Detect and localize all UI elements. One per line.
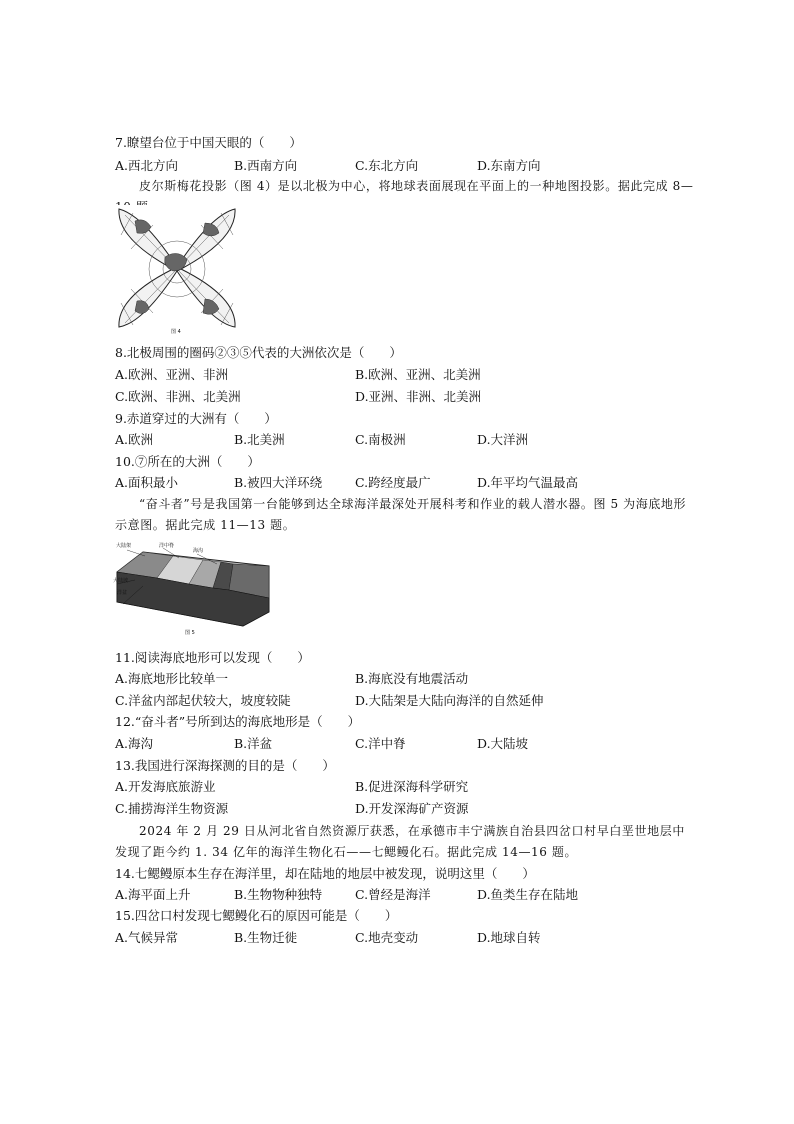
option-a: A.海底地形比较单一 <box>115 671 229 686</box>
option-b: B.西南方向 <box>234 158 298 173</box>
option-c: C.洋盆内部起伏较大，坡度较陡 <box>115 693 291 708</box>
option-a: A.欧洲 <box>115 432 154 447</box>
question-9-options <box>115 432 715 448</box>
question-8-stem: 8.北极周围的圈码②③⑤代表的大洲依次是（ ） <box>115 345 402 360</box>
option-d: D.亚洲、非洲、北美洲 <box>355 389 482 404</box>
option-d: D.东南方向 <box>477 158 541 173</box>
question-13-options-row1 <box>115 779 715 795</box>
question-14-options <box>115 887 715 903</box>
question-10-options <box>115 475 715 491</box>
option-d: D.年平均气温最高 <box>477 475 579 490</box>
question-7-stem: 7.瞭望台位于中国天眼的（ ） <box>115 135 302 150</box>
option-c: C.东北方向 <box>355 158 419 173</box>
option-d: D.开发深海矿产资源 <box>355 801 469 816</box>
question-9-stem: 9.赤道穿过的大洲有（ ） <box>115 411 277 426</box>
option-b: B.洋盆 <box>234 736 273 751</box>
option-c: C.捕捞海洋生物资源 <box>115 801 229 816</box>
option-d: D.地球自转 <box>477 930 541 945</box>
option-b: B.欧洲、亚洲、北美洲 <box>355 367 481 382</box>
option-c: C.地壳变动 <box>355 930 419 945</box>
option-a: A.西北方向 <box>115 158 179 173</box>
option-a: A.气候异常 <box>115 930 179 945</box>
question-15-stem: 15.四岔口村发现七鳃鳗化石的原因可能是（ ） <box>115 908 398 923</box>
question-14-stem: 14.七鳃鳗原本生存在海洋里，却在陆地的地层中被发现，说明这里（ ） <box>115 866 535 881</box>
option-d: D.大洋洲 <box>477 432 529 447</box>
question-12-stem: 12.“奋斗者”号所到达的海底地形是（ ） <box>115 714 361 729</box>
figure-5-label-ridge: 洋中脊 <box>159 543 175 549</box>
option-c: C.洋中脊 <box>355 736 406 751</box>
option-c: C.欧洲、非洲、北美洲 <box>115 389 241 404</box>
option-b: B.北美洲 <box>234 432 285 447</box>
question-11-options-row2 <box>115 693 715 709</box>
figure-5-label-trench: 海沟 <box>193 548 204 554</box>
option-b: B.生物迁徙 <box>234 930 298 945</box>
question-11-options-row1 <box>115 671 715 687</box>
option-b: B.促进深海科学研究 <box>355 779 469 794</box>
option-a: A.海沟 <box>115 736 154 751</box>
intro-14-16: 2024 年 2 月 29 日从河北省自然资源厅获悉，在承德市丰宁满族自治县四岔口村早白垩世地层中发现了距今约 1. 34 亿年的海洋生物化石——七鳃鳗化石。据此完成 14—16 题。 <box>115 824 685 859</box>
intro-11-13: “奋斗者”号是我国第一台能够到达全球海洋最深处开展科考和作业的载人潜水器。图 5 为海底地形示意图。据此完成 11—13 题。 <box>115 497 687 532</box>
question-8-options-row2 <box>115 389 715 405</box>
figure-5-label-slope: 大陆坡 <box>113 578 129 584</box>
question-11-stem: 11.阅读海底地形可以发现（ ） <box>115 650 310 665</box>
option-a: A.面积最小 <box>115 475 179 490</box>
option-b: B.被四大洋环绕 <box>234 475 323 490</box>
figure-5-caption: 图 5 <box>185 630 195 636</box>
question-7-options <box>115 158 715 174</box>
figure-5-label-shelf: 大陆架 <box>116 543 132 549</box>
option-c: C.跨经度最广 <box>355 475 431 490</box>
option-d: D.大陆架是大陆向海洋的自然延伸 <box>355 693 544 708</box>
option-b: B.生物物种独特 <box>234 887 323 902</box>
figure-5-label-basin: 洋盆 <box>117 590 128 596</box>
option-d: D.大陆坡 <box>477 736 529 751</box>
question-12-options <box>115 736 715 752</box>
question-13-options-row2 <box>115 801 715 817</box>
option-a: A.海平面上升 <box>115 887 191 902</box>
option-c: C.南极洲 <box>355 432 406 447</box>
quincuncial-projection-map-icon <box>113 205 241 335</box>
question-13-stem: 13.我国进行深海探测的目的是（ ） <box>115 758 335 773</box>
question-10-stem: 10.⑦所在的大洲（ ） <box>115 454 260 469</box>
seafloor-relief-diagram-icon <box>113 542 273 628</box>
question-8-options-row1 <box>115 367 715 383</box>
question-15-options <box>115 930 715 946</box>
figure-4 <box>113 205 241 335</box>
intro-8-10: 皮尔斯梅花投影（图 4）是以北极为中心，将地球表面展现在平面上的一种地图投影。据此完成 8— <box>139 179 694 193</box>
figure-4-caption: 图 4 <box>171 329 181 335</box>
option-c: C.曾经是海洋 <box>355 887 431 902</box>
option-d: D.鱼类生存在陆地 <box>477 887 579 902</box>
option-a: A.欧洲、亚洲、非洲 <box>115 367 229 382</box>
option-b: B.海底没有地震活动 <box>355 671 469 686</box>
figure-5 <box>113 542 273 638</box>
option-a: A.开发海底旅游业 <box>115 779 216 794</box>
